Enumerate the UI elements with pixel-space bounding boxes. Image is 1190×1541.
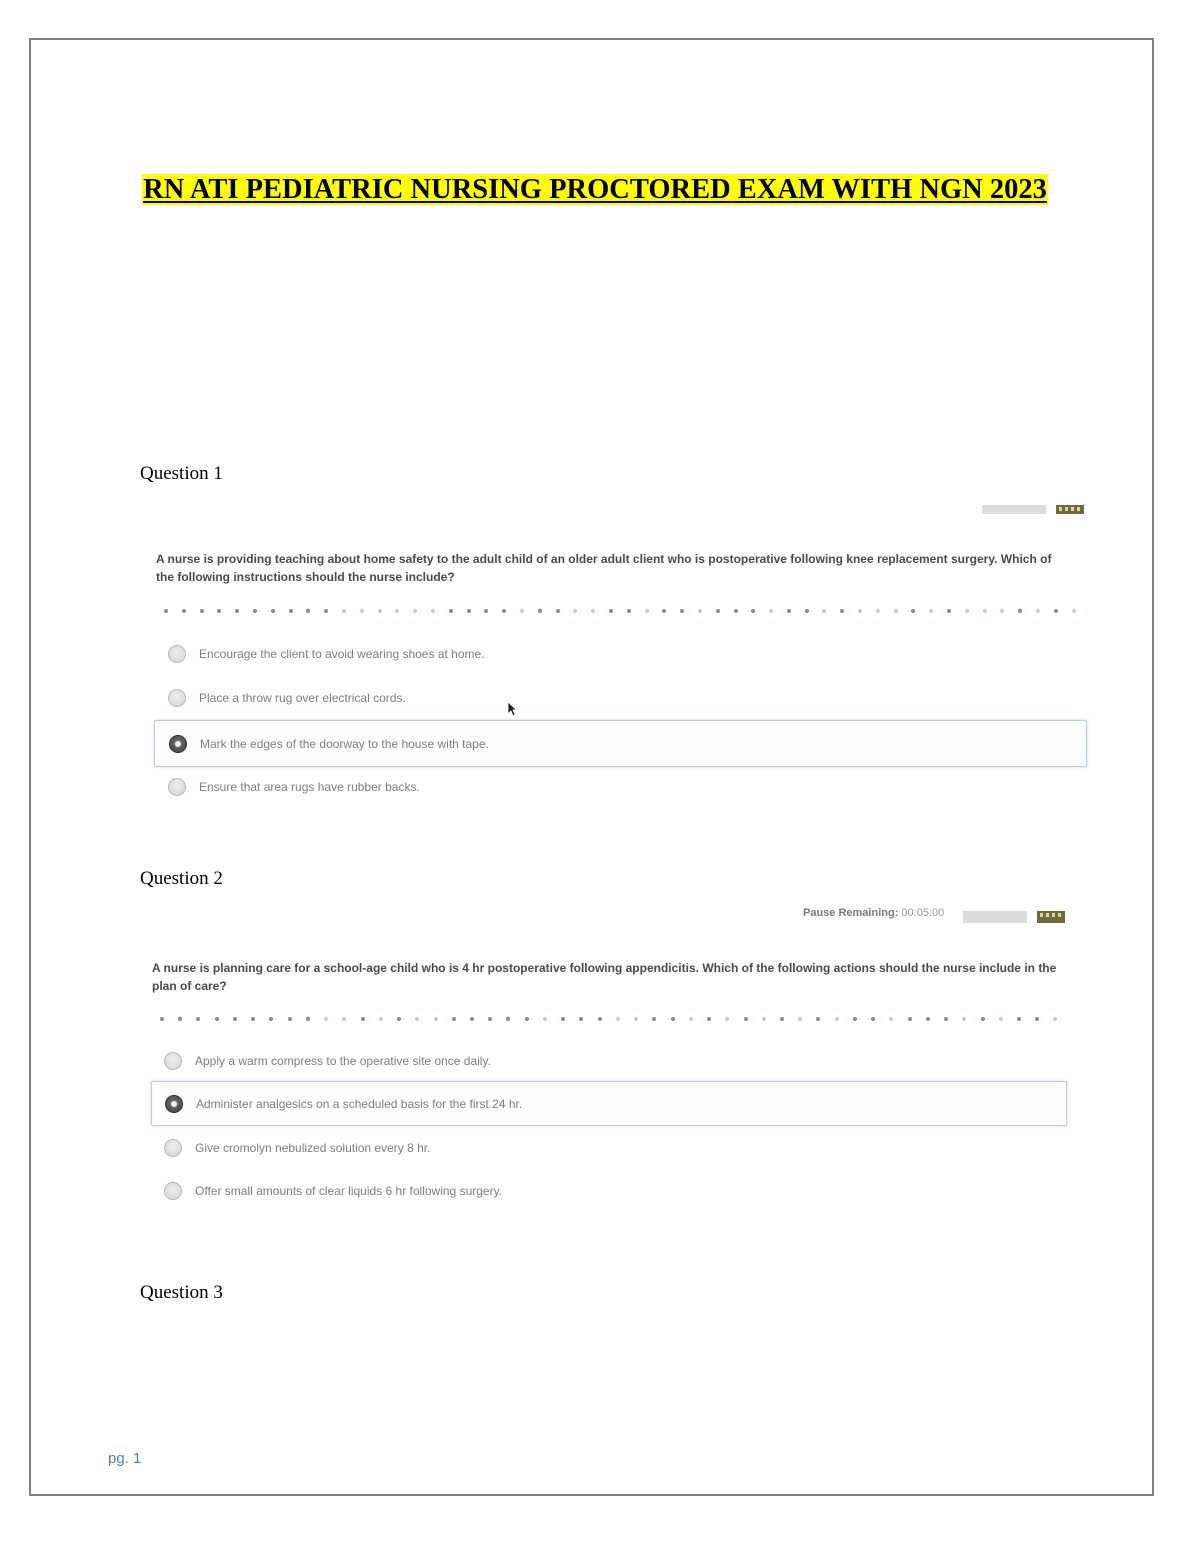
question-2-stem: A nurse is planning care for a school-age child who is 4 hr postoperative following appendicitis. Which of the following actions should the nurse include in the plan of care?	[152, 961, 1057, 993]
document-title: RN ATI PEDIATRIC NURSING PROCTORED EXAM WITH NGN 2023	[143, 174, 1047, 205]
question-progress-dots	[160, 1016, 1058, 1022]
pause-label: Pause Remaining:	[803, 907, 899, 919]
question-1-stem: A nurse is providing teaching about home safety to the adult child of an older adult client who is postoperative following knee replacement surgery. Which of the following instructions should the nurse include?	[156, 552, 1052, 584]
question-1-heading: Question 1	[140, 463, 223, 484]
radio-button-icon[interactable]	[165, 1095, 183, 1113]
answer-option[interactable]	[164, 1137, 1034, 1159]
answer-option-label: Place a throw rug over electrical cords.	[199, 691, 406, 705]
answer-option-label: Administer analgesics on a scheduled basis for the first 24 hr.	[196, 1096, 523, 1111]
timer-bar	[963, 911, 1027, 923]
answer-option-selected[interactable]	[151, 1081, 1067, 1126]
radio-button-icon[interactable]	[168, 689, 186, 707]
radio-button-icon[interactable]	[168, 645, 186, 663]
answer-option-label: Encourage the client to avoid wearing shoes at home.	[199, 647, 485, 661]
answer-option[interactable]	[164, 1050, 1034, 1072]
page-number: pg. 1	[108, 1450, 142, 1467]
calculator-icon[interactable]	[1037, 911, 1065, 923]
answer-option-label: Apply a warm compress to the operative site once daily.	[195, 1054, 491, 1068]
answer-option-selected[interactable]	[154, 720, 1087, 767]
radio-button-icon[interactable]	[168, 778, 186, 796]
question-2-heading: Question 2	[140, 868, 223, 889]
answer-option[interactable]	[168, 776, 1048, 798]
question-3-heading: Question 3	[140, 1282, 223, 1303]
answer-option-label: Ensure that area rugs have rubber backs.	[199, 780, 420, 794]
answer-option-label: Mark the edges of the doorway to the house with tape.	[200, 736, 489, 751]
timer-bar	[982, 505, 1046, 514]
pause-value: 00:05:00	[901, 907, 945, 919]
question-progress-dots	[164, 608, 1076, 614]
pause-remaining-timer	[803, 907, 944, 919]
answer-option-label: Offer small amounts of clear liquids 6 hr following surgery.	[195, 1184, 503, 1198]
calculator-icon[interactable]	[1056, 505, 1084, 514]
mouse-pointer-icon	[507, 701, 517, 717]
answer-option[interactable]	[168, 687, 1048, 709]
answer-option[interactable]	[164, 1180, 1034, 1202]
radio-button-icon[interactable]	[164, 1139, 182, 1157]
answer-option-label: Give cromolyn nebulized solution every 8 hr.	[195, 1141, 431, 1155]
radio-button-icon[interactable]	[164, 1182, 182, 1200]
radio-button-icon[interactable]	[169, 735, 187, 753]
radio-button-icon[interactable]	[164, 1052, 182, 1070]
answer-option[interactable]	[168, 643, 1048, 665]
question-1-screenshot	[140, 500, 1100, 820]
question-2-screenshot	[140, 905, 1080, 1235]
